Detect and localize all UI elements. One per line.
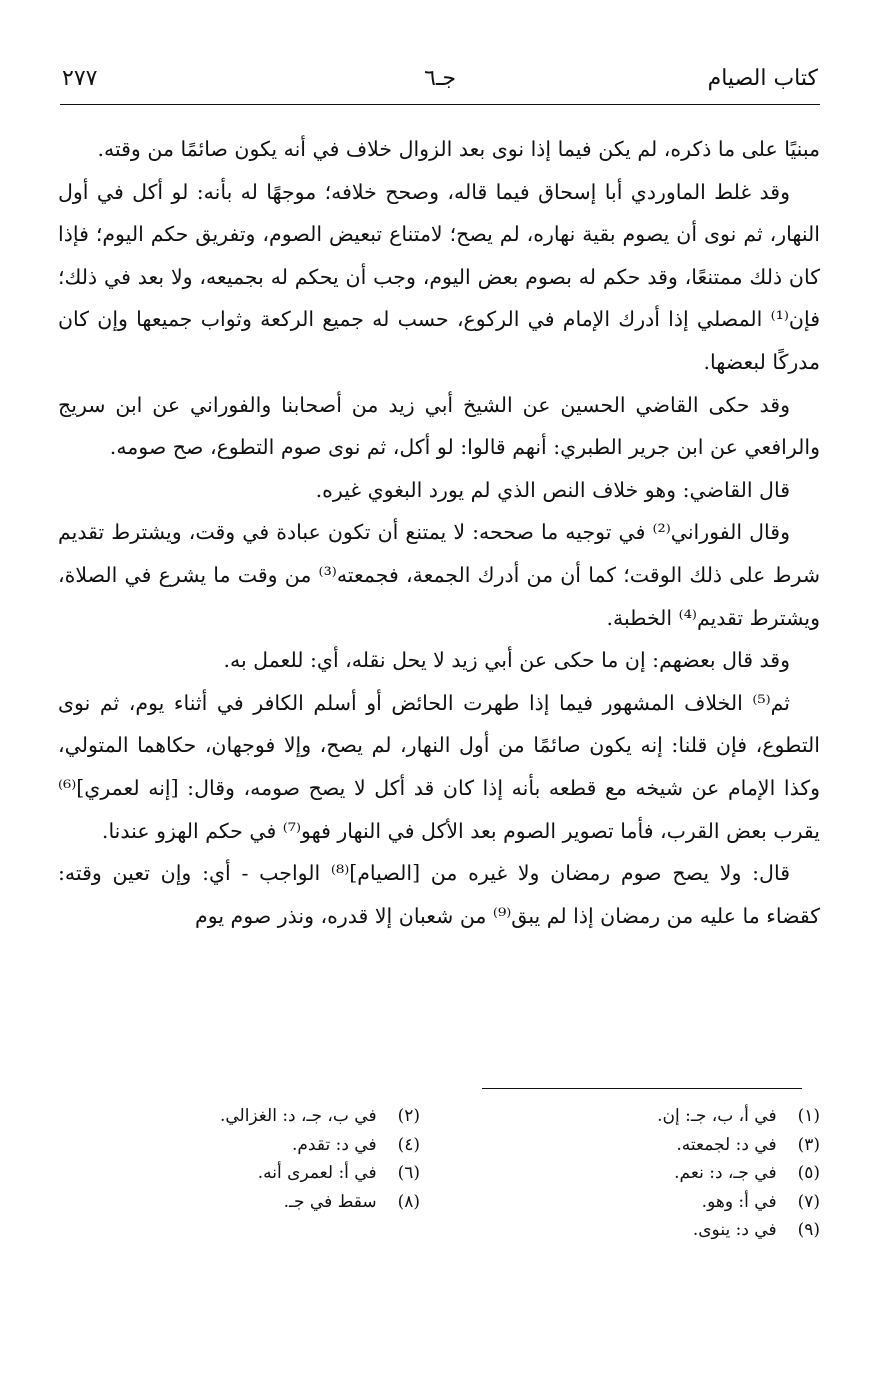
- paragraph: قال: ولا يصح صوم رمضان ولا غيره من [الصيام]⁽⁸⁾ الواجب - أي: وإن تعين وقته: كقضاء ما عليه من رمضان إذا لم يبق⁽⁹⁾ من شعبان إلا قدره، ونذر صوم يوم: [58, 861, 820, 928]
- footnote: (٧) في أ: وهو.: [701, 1191, 820, 1212]
- paragraph: مبنيًا على ما ذكره، لم يكن فيما إذا نوى بعد الزوال خلاف في أنه يكون صائمًا من وقته.: [97, 137, 820, 161]
- volume-label: جـ٦: [424, 66, 456, 91]
- header-divider: [60, 104, 820, 105]
- paragraph: وقد قال بعضهم: إن ما حكى عن أبي زيد لا يحل نقله، أي: للعمل به.: [223, 648, 790, 673]
- footnote-divider: [482, 1088, 802, 1089]
- footnote-column-left: [80, 1102, 420, 1216]
- footnote: (٣) في د: لجمعته.: [676, 1134, 820, 1155]
- book-title: كتاب الصيام: [707, 66, 818, 91]
- paragraph: ثم⁽⁵⁾ الخلاف المشهور فيما إذا طهرت الحائض أو أسلم الكافر في أثناء يوم، ثم نوى التطوع، فإن قلنا: إنه يكون صائمًا من أول النهار، لم يصح، وإلا فوجهان، حكاهما المتولي، وكذا الإمام عن شيخه مع قطعه بأنه إذا كان قد أكل لا يصح صومه، وقال: [إنه لعمري]⁽⁶⁾ يقرب بعض القرب، فأما تصوير الصوم بعد الأكل في النهار فهو⁽⁷⁾ في حكم الهزو عندنا.: [58, 690, 820, 843]
- paragraph: وقد غلط الماوردي أبا إسحاق فيما قاله، وصحح خلافه؛ موجهًا له بأنه: لو أكل في أول النهار، ثم نوى أن يصوم بقية نهاره، لم يصح؛ لامتناع تبعيض الصوم، وتفريق حكم اليوم؛ فإذا كان ذلك ممتنعًا، وقد حكم له بصوم بعض اليوم، وجب أن يحكم له بجميعه، ولا بعد في ذلك؛ فإن⁽¹⁾ المصلي إذا أدرك الإمام في الركوع، حسب له جميع الركعة وثواب جميعها وإن كان مدركًا لبعضها.: [58, 179, 820, 374]
- paragraph: قال القاضي: وهو خلاف النص الذي لم يورد البغوي غيره.: [315, 477, 790, 502]
- footnote: (٨) سقط في جـ.: [283, 1191, 420, 1212]
- footnote-column-right: [480, 1102, 820, 1245]
- page-number: ٢٧٧: [62, 66, 98, 91]
- paragraph: وقال الفوراني⁽²⁾ في توجيه ما صححه: لا يمتنع أن تكون عبادة في وقت، ويشترط تقديم شرط على ذلك الوقت؛ كما أن من أدرك الجمعة، فجمعته⁽³⁾ من وقت ما يشرع في الصلاة، ويشترط تقديم⁽⁴⁾ الخطبة.: [58, 520, 820, 630]
- footnote: (١) في أ، ب، جـ: إن.: [657, 1106, 820, 1126]
- footnote: (٢) في ب، جـ، د: الغزالي.: [219, 1106, 420, 1126]
- footnote: (٦) في أ: لعمرى أنه.: [257, 1163, 420, 1183]
- paragraph: وقد حكى القاضي الحسين عن الشيخ أبي زيد من أصحابنا والفوراني عن ابن سريج والرافعي عن ابن جرير الطبري: أنهم قالوا: لو أكل، ثم نوى صوم التطوع، صح صومه.: [58, 392, 820, 460]
- footnote: (٤) في د: تقدم.: [292, 1134, 420, 1155]
- main-text: [58, 128, 820, 937]
- page-header: [62, 66, 818, 102]
- footnote: (٥) في جـ، د: نعم.: [674, 1163, 820, 1183]
- footnote: (٩) في د: ينوى.: [692, 1220, 820, 1240]
